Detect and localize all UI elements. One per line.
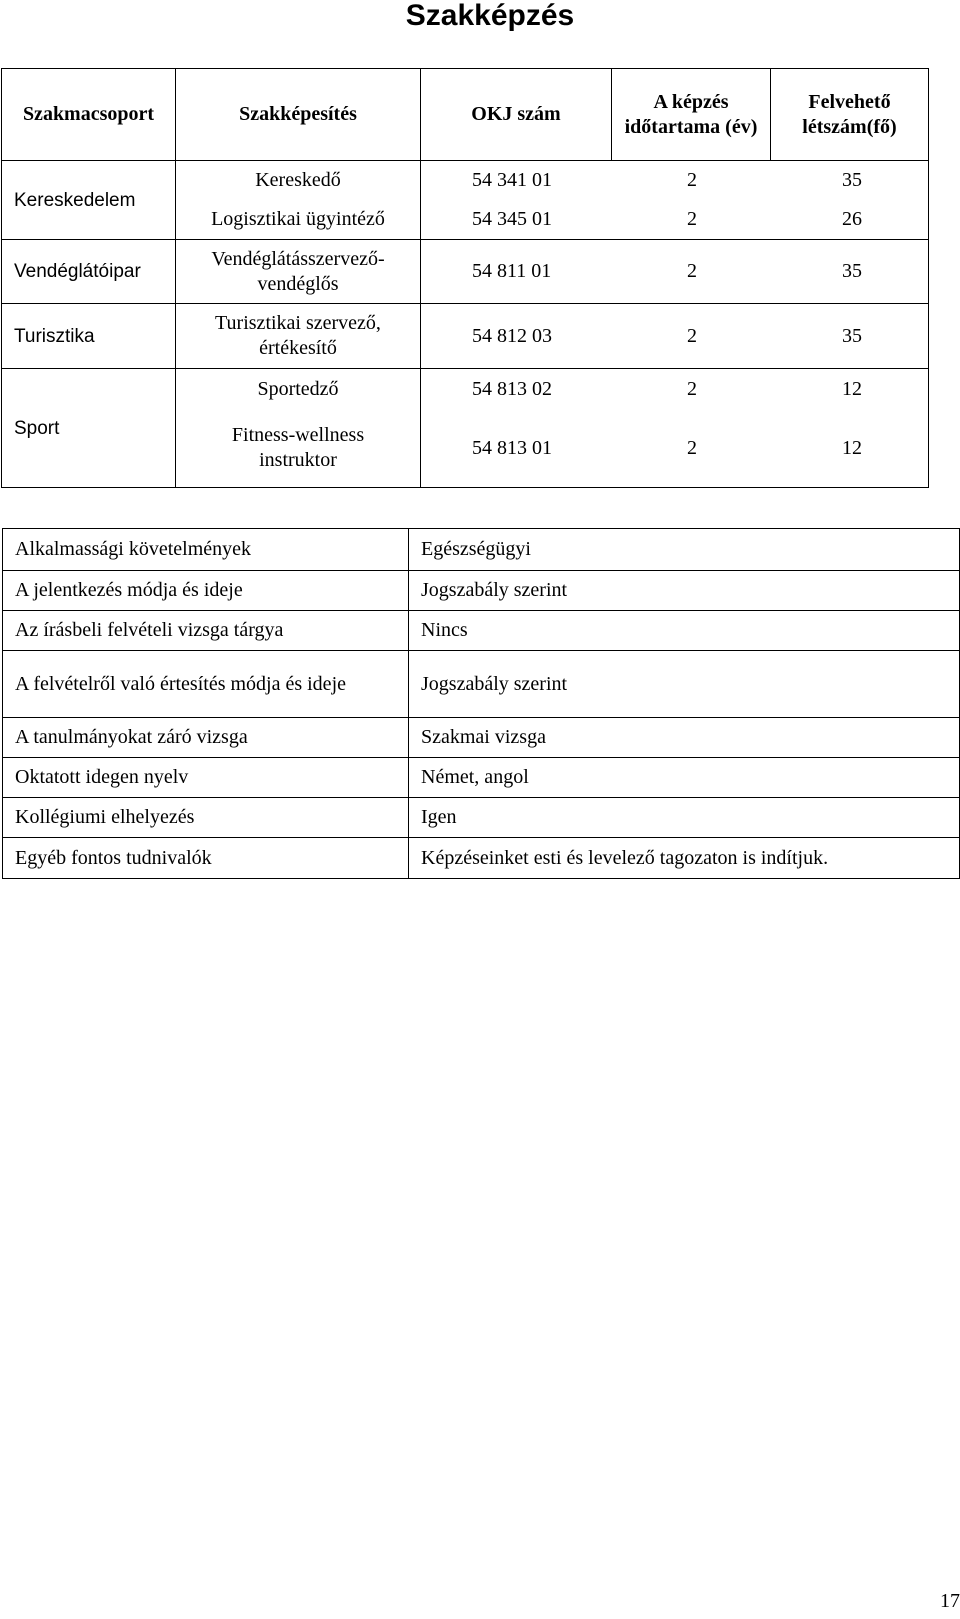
table-row-capacity: 12	[842, 436, 862, 459]
table-row-qualification: Turisztikai szervező, értékesítő	[215, 312, 381, 359]
table-row-okj: 54 812 03	[472, 324, 552, 347]
header-group: Szakmacsoport	[22, 103, 155, 125]
qualifications-table	[1, 68, 929, 488]
page-number: 17	[940, 1590, 960, 1612]
list-item-label: A tanulmányokat záró vizsga	[15, 726, 248, 748]
table-row-duration: 2	[687, 377, 697, 400]
group-sport: Sport	[14, 417, 60, 439]
table-row-okj: 54 813 01	[472, 436, 552, 459]
table-row-qualification: Logisztikai ügyintéző	[211, 208, 385, 230]
table-row-capacity: 35	[842, 324, 862, 347]
table-row-qualification: Kereskedő	[255, 169, 341, 191]
list-item-value: Német, angol	[421, 766, 529, 788]
table-row-duration: 2	[687, 260, 697, 282]
list-item-label: Oktatott idegen nyelv	[15, 766, 189, 788]
list-item-value: Képzéseinket esti és levelező tagozaton is indítjuk.	[421, 846, 829, 869]
list-item-label: Alkalmassági követelmények	[15, 538, 252, 560]
table-row-duration: 2	[687, 324, 697, 347]
table-row-capacity: 26	[842, 208, 862, 230]
header-duration: A képzés időtartama (év)	[624, 90, 758, 138]
list-item-value: Igen	[421, 806, 457, 828]
table-row-capacity: 35	[842, 260, 862, 282]
table-row-okj: 54 341 01	[472, 169, 552, 191]
table-row-capacity: 12	[842, 377, 862, 400]
table-row-duration: 2	[687, 436, 697, 459]
list-item-value: Jogszabály szerint	[421, 672, 568, 695]
group-kereskedelem: Kereskedelem	[14, 189, 136, 211]
admission-info-table	[2, 528, 960, 879]
page-title: Szakképzés	[405, 0, 575, 32]
list-item-value: Nincs	[421, 619, 468, 641]
group-vendeglatoipar: Vendéglátóipar	[14, 261, 141, 282]
table-row-duration: 2	[687, 208, 697, 230]
list-item-label: A jelentkezés módja és ideje	[15, 579, 243, 601]
table-row-qualification: Vendéglátásszervező- vendéglős	[211, 247, 385, 295]
group-turisztika: Turisztika	[14, 325, 95, 347]
table-row-qualification: Sportedző	[257, 377, 339, 400]
list-item-label: Az írásbeli felvételi vizsga tárgya	[15, 619, 284, 641]
table-row-okj: 54 813 02	[472, 377, 552, 400]
header-qualification: Szakképesítés	[239, 103, 357, 125]
table-row-okj: 54 811 01	[472, 260, 552, 282]
table-row-duration: 2	[687, 169, 697, 191]
list-item-label: Kollégiumi elhelyezés	[15, 806, 195, 828]
table-row-capacity: 35	[842, 169, 862, 191]
list-item-value: Jogszabály szerint	[421, 579, 568, 601]
header-okj: OKJ szám	[471, 103, 561, 125]
table-row-qualification: Fitness-wellness instruktor	[231, 424, 365, 471]
list-item-label: Egyéb fontos tudnivalók	[15, 846, 212, 869]
list-item-label: A felvételről való értesítés módja és ideje	[15, 672, 346, 695]
header-capacity: Felvehető létszám(fő)	[802, 90, 897, 138]
list-item-value: Egészségügyi	[421, 538, 531, 560]
list-item-value: Szakmai vizsga	[421, 726, 546, 748]
table-row-okj: 54 345 01	[472, 208, 552, 230]
